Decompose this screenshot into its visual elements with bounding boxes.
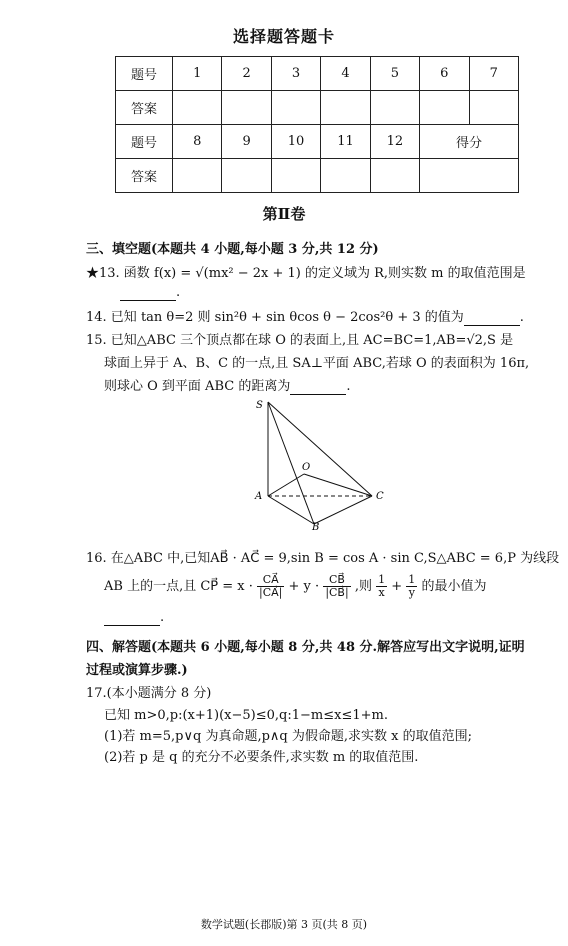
- table-cell: 题号: [116, 125, 173, 159]
- q16-text-c: ,则: [354, 579, 372, 594]
- part4-heading-line1: 四、解答题(本题共 6 小题,每小题 8 分,共 48 分.解答应写出文字说明,证明: [86, 640, 525, 655]
- answer-blank[interactable]: [120, 285, 176, 301]
- table-cell: 7: [469, 57, 518, 91]
- q15-line3: [104, 375, 350, 395]
- answer-cell[interactable]: [222, 159, 271, 193]
- answer-cell[interactable]: [321, 159, 370, 193]
- label-a: A: [255, 491, 263, 502]
- table-cell: 9: [222, 125, 271, 159]
- table-cell: 10: [271, 125, 320, 159]
- q16-text-a: AB 上的一点,且 CP⃗ = x ·: [104, 579, 253, 594]
- q16-text-b: + y ·: [288, 579, 320, 594]
- answer-cell[interactable]: [222, 91, 271, 125]
- period: .: [346, 379, 351, 394]
- table-cell: 4: [321, 57, 370, 91]
- score-cell[interactable]: [420, 159, 519, 193]
- denominator: x: [378, 586, 385, 599]
- table-row: [116, 57, 519, 91]
- denominator: |CA⃗|: [259, 586, 283, 599]
- plus-sign: +: [391, 579, 403, 594]
- q14-text: [86, 306, 524, 326]
- table-cell: 题号: [116, 57, 173, 91]
- q14-body: 14. 已知 tan θ=2 则 sin²θ + sin θcos θ − 2cos²θ + 3 的值为: [86, 310, 464, 325]
- q13-answer-line: [120, 285, 180, 301]
- q16-answer-line: [104, 610, 164, 626]
- fraction: [257, 574, 284, 599]
- denominator: |CB⃗|: [325, 586, 349, 599]
- table-row: [116, 159, 519, 193]
- answer-cell[interactable]: [370, 91, 419, 125]
- q17-title: 17.(本小题满分 8 分): [86, 686, 212, 701]
- table-cell: 8: [173, 125, 222, 159]
- fraction: [376, 574, 387, 599]
- table-cell: 12: [370, 125, 419, 159]
- part3-heading: 三、填空题(本题共 4 小题,每小题 3 分,共 12 分): [86, 242, 379, 257]
- table-cell: 2: [222, 57, 271, 91]
- numerator: CA⃗: [257, 574, 284, 587]
- q17-part2: (2)若 p 是 q 的充分不必要条件,求实数 m 的取值范围.: [104, 750, 419, 765]
- label-s: S: [256, 400, 263, 411]
- label-o: O: [302, 462, 311, 473]
- period: .: [160, 610, 165, 625]
- fraction: [406, 574, 417, 599]
- answer-cell[interactable]: [271, 159, 320, 193]
- answer-blank[interactable]: [104, 610, 160, 626]
- edge-ao: [268, 474, 304, 496]
- denominator: y: [408, 586, 415, 599]
- answer-cell[interactable]: [271, 91, 320, 125]
- edge-oc: [304, 474, 372, 496]
- q17-part1: (1)若 m=5,p∨q 为真命题,p∧q 为假命题,求实数 x 的取值范围;: [104, 729, 472, 744]
- q17-given: 已知 m>0,p:(x+1)(x−5)≤0,q:1−m≤x≤1+m.: [104, 708, 388, 723]
- page-title: 选择题答题卡: [232, 27, 335, 46]
- fraction: [323, 574, 350, 599]
- numerator: 1: [408, 573, 416, 586]
- answer-cell[interactable]: [370, 159, 419, 193]
- period: .: [176, 285, 181, 300]
- q13-text: ★13. 函数 f(x) = √(mx² − 2x + 1) 的定义域为 R,则实数 m 的取值范围是: [86, 266, 526, 281]
- table-cell: 答案: [116, 91, 173, 125]
- edge-sc: [268, 402, 372, 496]
- answer-card-table: [115, 56, 519, 193]
- label-b: B: [312, 522, 320, 530]
- table-cell: 3: [271, 57, 320, 91]
- table-row: [116, 125, 519, 159]
- q15-line2: 球面上异于 A、B、C 的一点,且 SA⊥平面 ABC,若球 O 的表面积为 16π,: [104, 356, 530, 371]
- table-cell: 6: [420, 57, 469, 91]
- q16-text-d: 的最小值为: [421, 579, 487, 594]
- edge-bc: [314, 496, 372, 524]
- table-cell: 11: [321, 125, 370, 159]
- numerator: CB⃗: [323, 574, 350, 587]
- label-c: C: [376, 491, 384, 502]
- q16-line1: 16. 在△ABC 中,已知AB⃗ · AC⃗ = 9,sin B = cos A · sin C,S△ABC = 6,P 为线段: [86, 551, 560, 566]
- table-cell: 答案: [116, 159, 173, 193]
- answer-cell[interactable]: [469, 91, 518, 125]
- section-title: 第Ⅱ卷: [262, 205, 306, 223]
- part4-heading-line2: 过程或演算步骤.): [86, 663, 188, 678]
- answer-cell[interactable]: [173, 91, 222, 125]
- numerator: 1: [378, 573, 386, 586]
- answer-cell[interactable]: [420, 91, 469, 125]
- q16-line2: [104, 574, 486, 599]
- table-cell: 1: [173, 57, 222, 91]
- answer-blank[interactable]: [290, 379, 346, 395]
- table-row: [116, 91, 519, 125]
- answer-blank[interactable]: [464, 310, 520, 326]
- tetrahedron-figure: [248, 394, 388, 530]
- answer-cell[interactable]: [173, 159, 222, 193]
- answer-cell[interactable]: [321, 91, 370, 125]
- q15-body: 则球心 O 到平面 ABC 的距离为: [104, 379, 291, 394]
- page-footer: 数学试题(长郡版)第 3 页(共 8 页): [200, 918, 368, 931]
- period: .: [519, 310, 524, 325]
- score-label-cell: 得分: [420, 125, 519, 159]
- table-cell: 5: [370, 57, 419, 91]
- edge-ab: [268, 496, 314, 524]
- q15-line1: 15. 已知△ABC 三个顶点都在球 O 的表面上,且 AC=BC=1,AB=√2,S 是: [86, 333, 514, 348]
